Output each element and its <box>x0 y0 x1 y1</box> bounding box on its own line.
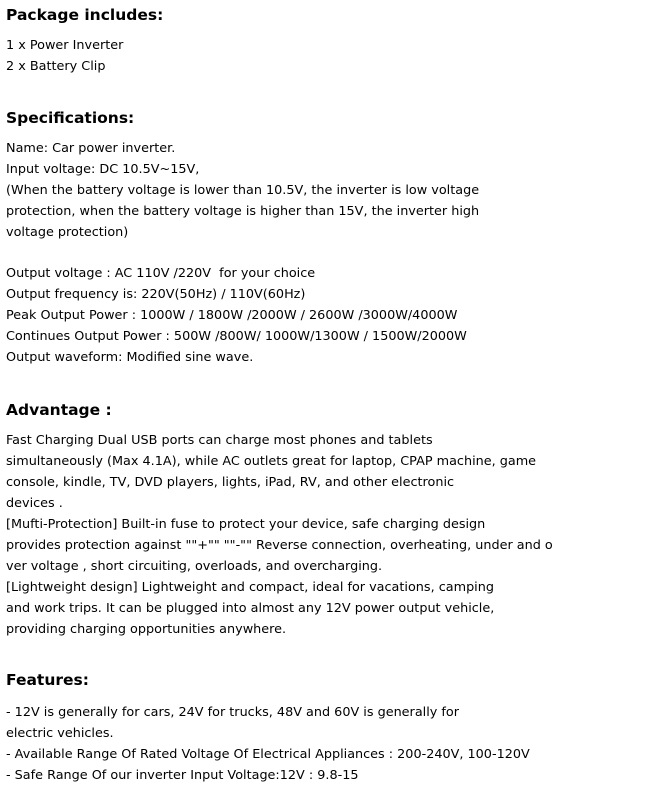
heading-specifications: Specifications: <box>6 109 135 127</box>
advantage-line: [Lightweight design] Lightweight and compact, ideal for vacations, camping <box>6 580 494 595</box>
spec-line: Peak Output Power : 1000W / 1800W /2000W / 2600W /3000W/4000W <box>6 308 458 323</box>
advantage-line: devices . <box>6 496 63 511</box>
spec-line: Output voltage : AC 110V /220V for your choice <box>6 266 316 281</box>
package-item: 1 x Power Inverter <box>6 38 124 53</box>
spec-line: (When the battery voltage is lower than 10.5V, the inverter is low voltage <box>6 183 480 198</box>
spec-line: Name: Car power inverter. <box>6 141 176 156</box>
feature-line: - Safe Range Of our inverter Input Voltage:12V : 9.8-15 <box>6 768 359 783</box>
advantage-line: [Mufti-Protection] Built-in fuse to protect your device, safe charging design <box>6 517 486 532</box>
advantage-line: Fast Charging Dual USB ports can charge most phones and tablets <box>6 433 433 448</box>
feature-line: - 12V is generally for cars, 24V for trucks, 48V and 60V is generally for <box>6 705 460 720</box>
spec-line: Output waveform: Modified sine wave. <box>6 350 254 365</box>
heading-package-includes: Package includes: <box>6 6 164 24</box>
spec-line: protection, when the battery voltage is higher than 15V, the inverter high <box>6 204 480 219</box>
advantage-line: provides protection against ""+"" ""-"" Reverse connection, overheating, under and o <box>6 538 553 553</box>
spec-line: Continues Output Power : 500W /800W/ 1000W/1300W / 1500W/2000W <box>6 329 467 344</box>
advantage-line: simultaneously (Max 4.1A), while AC outlets great for laptop, CPAP machine, game <box>6 454 537 469</box>
advantage-line: providing charging opportunities anywhere. <box>6 622 287 637</box>
spec-line: voltage protection) <box>6 225 129 240</box>
advantage-line: and work trips. It can be plugged into almost any 12V power output vehicle, <box>6 601 495 616</box>
heading-features: Features: <box>6 671 89 689</box>
advantage-line: console, kindle, TV, DVD players, lights, iPad, RV, and other electronic <box>6 475 455 490</box>
spec-line: Output frequency is: 220V(50Hz) / 110V(60Hz) <box>6 287 306 302</box>
advantage-line: ver voltage , short circuiting, overloads, and overcharging. <box>6 559 383 574</box>
heading-advantage: Advantage : <box>6 401 112 419</box>
feature-line: - Available Range Of Rated Voltage Of Electrical Appliances : 200-240V, 100-120V <box>6 747 530 762</box>
package-item: 2 x Battery Clip <box>6 59 106 74</box>
spec-line: Input voltage: DC 10.5V~15V, <box>6 162 200 177</box>
feature-line: electric vehicles. <box>6 726 114 741</box>
